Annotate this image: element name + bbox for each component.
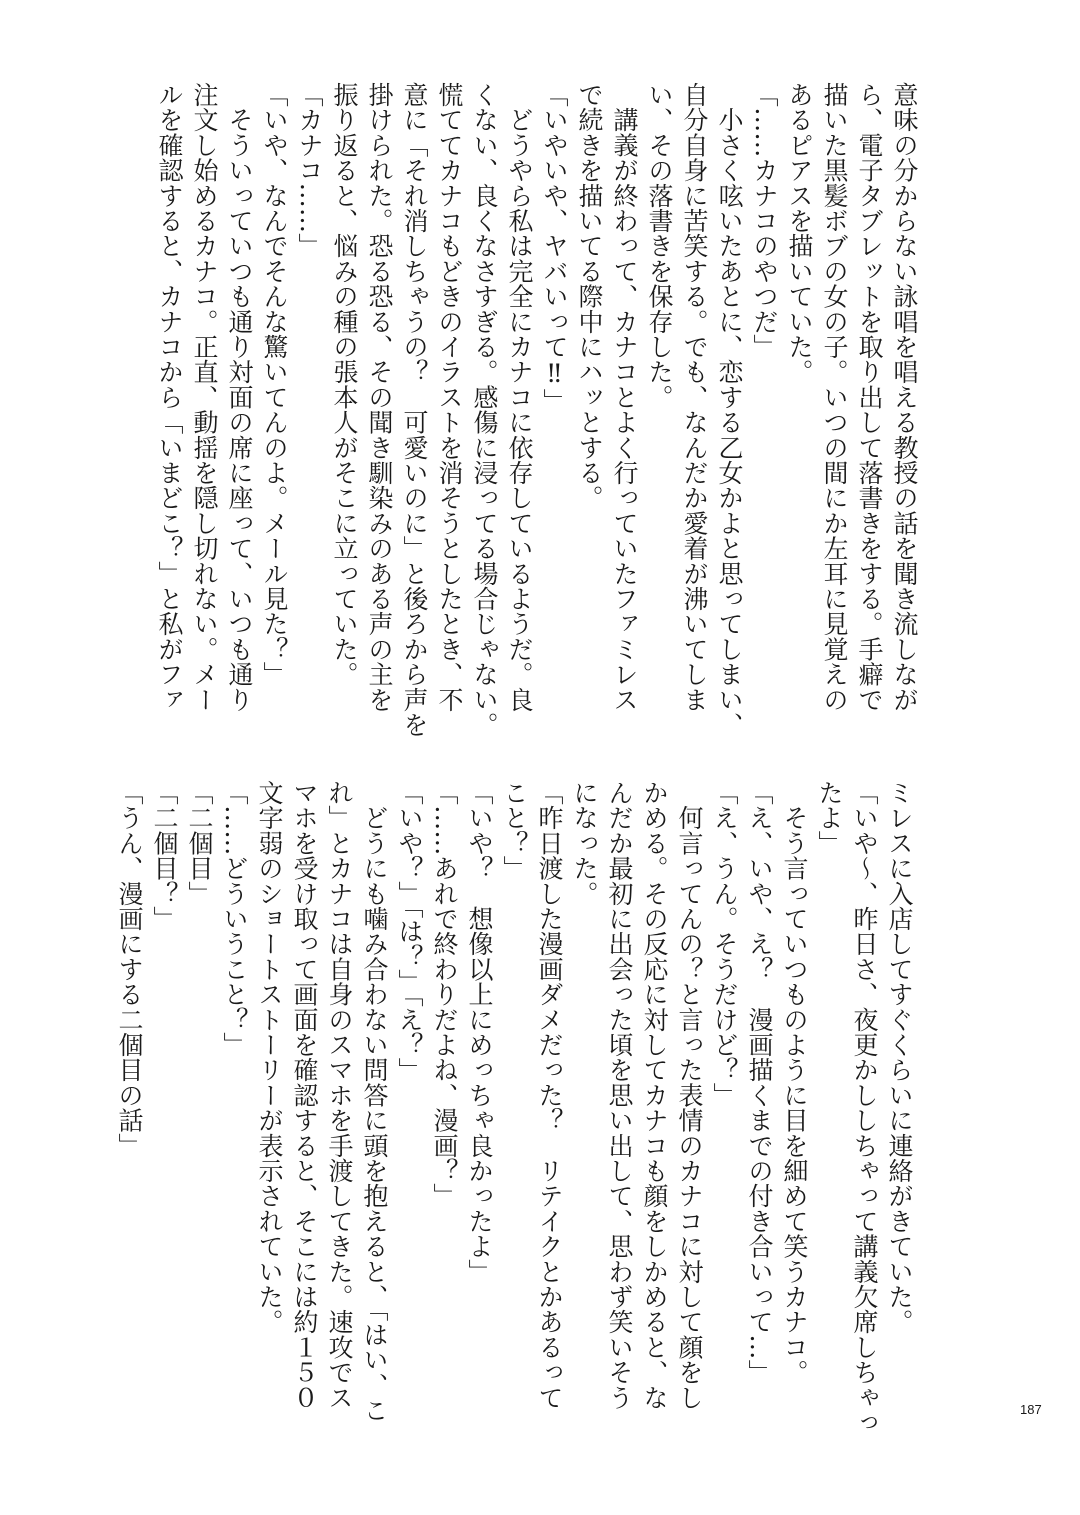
text-line: 「二個目」	[185, 780, 214, 906]
text-line: ルを確認すると、カナコから「いまどこ？」と私がファ	[155, 82, 184, 712]
text-block-bottom	[112, 780, 917, 1436]
text-line: たよ」	[815, 780, 844, 856]
text-line: かめる。その反応に対してカナコも顔をしかめると、な	[640, 780, 669, 1410]
page-number: 187	[1020, 1402, 1042, 1417]
text-line: 「いや？」「は？」「え？」	[395, 780, 424, 1083]
text-line: 「いや～、昨日さ、夜更かししちゃって講義欠席しちゃっ	[850, 780, 879, 1436]
text-line: マホを受け取って画面を確認すると、そこには約１５０	[290, 780, 319, 1410]
text-line: 意に「それ消しちゃうの？ 可愛いのに」と後ろから声を	[400, 82, 429, 738]
text-line: 「……どういうこと？」	[220, 780, 249, 1058]
text-line: 「昨日渡した漫画ダメだった？ リテイクとかあるって	[535, 780, 564, 1410]
text-line: あるピアスを描いていた。	[785, 82, 814, 385]
text-line: 「……カナコのやつだ」	[750, 82, 779, 360]
text-line: こと？」	[500, 780, 529, 881]
text-line: 意味の分からない詠唱を唱える教授の話を聞き流しなが	[890, 82, 919, 712]
text-line: んだか最初に出会った頃を思い出して、思わず笑いそう	[605, 780, 634, 1410]
text-line: 小さく呟いたあとに、恋する乙女かよと思ってしまい、	[715, 82, 744, 738]
text-line: 「え、いや、え？ 漫画描くまでの付き合いって…」	[745, 780, 774, 1385]
text-line: 「うん、漫画にする二個目の話」	[115, 780, 144, 1158]
text-line: 慌ててカナコもどきのイラストを消そうとしたとき、不	[435, 82, 464, 712]
text-line: そういっていつも通り対面の席に座って、いつも通り	[225, 82, 254, 712]
text-line: 「……あれで終わりだよね、漫画？」	[430, 780, 459, 1209]
text-line: 「二個目？」	[150, 780, 179, 932]
text-line: 「カナコ……」	[295, 82, 324, 259]
text-line: そう言っていつものように目を細めて笑うカナコ。	[780, 780, 809, 1385]
text-line: くない、良くなさすぎる。感傷に浸ってる場合じゃない。	[470, 82, 499, 738]
text-line: 文字弱のショートストーリーが表示されていた。	[255, 780, 284, 1335]
text-line: れ」とカナコは自身のスマホを手渡してきた。速攻でス	[325, 780, 354, 1410]
text-line: 描いた黒髪ボブの女の子。いつの間にか左耳に見覚えの	[820, 82, 849, 712]
text-line: どうやら私は完全にカナコに依存しているようだ。良	[505, 82, 534, 712]
text-line: 掛けられた。恐る恐る、その聞き馴染みのある声の主を	[365, 82, 394, 712]
text-line: 「いやいや、ヤバいって‼」	[540, 82, 569, 414]
text-block-top	[152, 82, 922, 738]
text-line: い、その落書きを保存した。	[645, 82, 674, 410]
text-line: ミレスに入店してすぐくらいに連絡がきていた。	[885, 780, 914, 1335]
text-line: 振り返ると、悩みの種の張本人がそこに立っていた。	[330, 82, 359, 687]
text-line: 注文し始めるカナコ。正直、動揺を隠し切れない。メー	[190, 82, 219, 712]
text-line: 自分自身に苦笑する。でも、なんだか愛着が沸いてしま	[680, 82, 709, 712]
text-line: 「いや？ 想像以上にめっちゃ良かったよ」	[465, 780, 494, 1284]
text-line: ら、電子タブレットを取り出して落書きをする。手癖で	[855, 82, 884, 712]
text-line: 講義が終わって、カナコとよく行っていたファミレス	[610, 82, 639, 712]
text-line: どうにも噛み合わない問答に頭を抱えると、「はい、こ	[360, 780, 389, 1423]
text-line: 何言ってんの？と言った表情のカナコに対して顔をし	[675, 780, 704, 1410]
text-line: で続きを描いてる際中にハッとする。	[575, 82, 604, 511]
text-line: 「え、うん。そうだけど？」	[710, 780, 739, 1108]
text-line: 「いや、なんでそんな驚いてんのよ。メール見た？」	[260, 82, 289, 687]
text-line: になった。	[570, 780, 599, 906]
